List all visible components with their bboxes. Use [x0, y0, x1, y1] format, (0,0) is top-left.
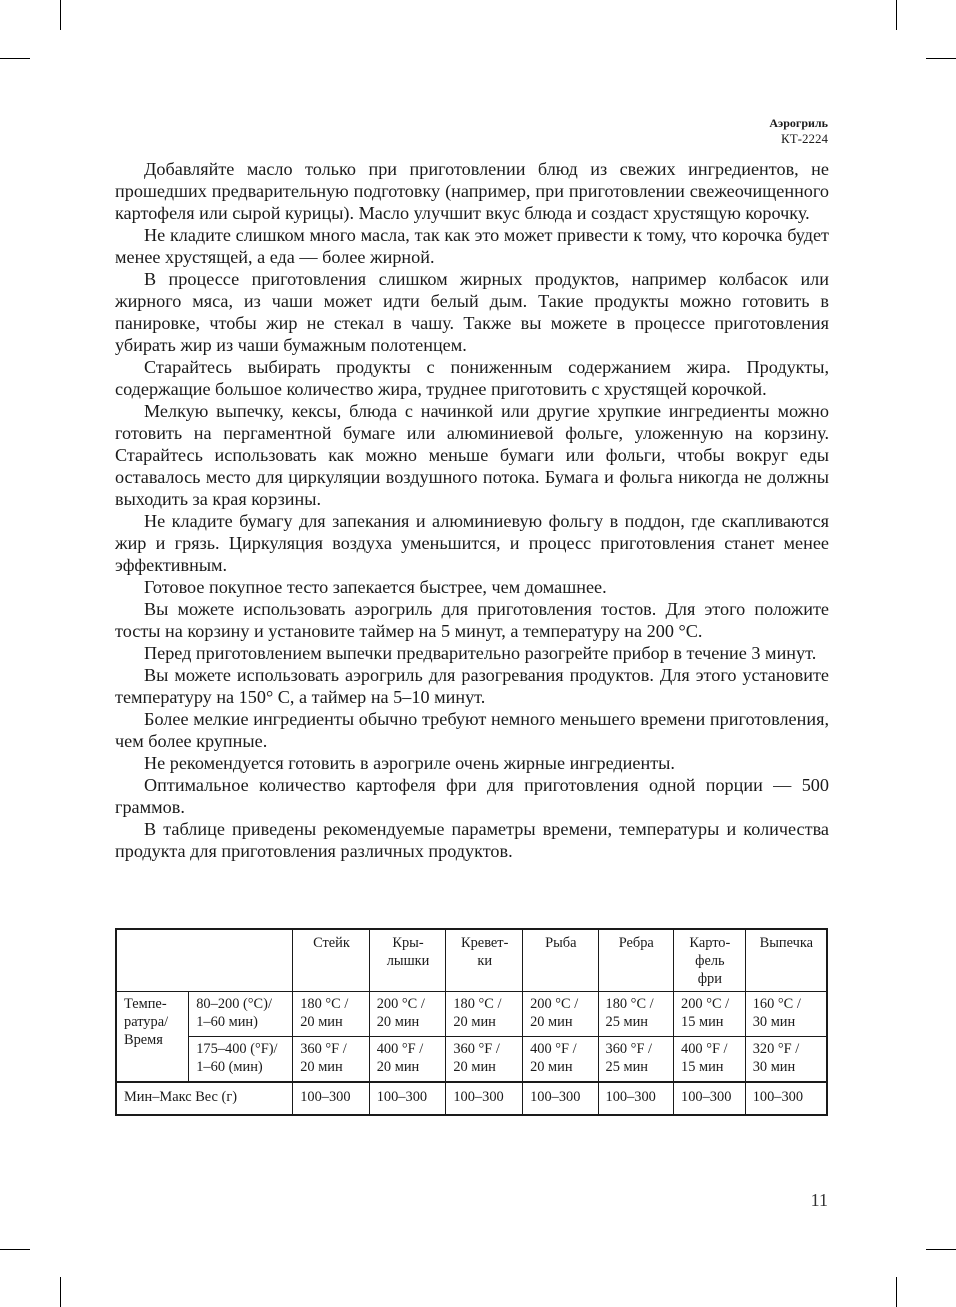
table-cell: 360 °F / 20 мин [446, 1037, 523, 1083]
body-text [115, 158, 829, 862]
crop-mark [0, 1249, 30, 1250]
paragraph: Не кладите бумагу для запекания и алюминиевую фольгу в поддон, где скапливаются жир и грязь. Циркуляция воздуха уменьшится, и процесс приготовления станет менее эффективным. [115, 511, 829, 575]
table-cell: 200 °C / 20 мин [369, 992, 446, 1037]
table-cell: 100–300 [745, 1082, 827, 1115]
row-label-celsius: 80–200 (°C)/ 1–60 мин) [189, 992, 293, 1037]
crop-mark [926, 58, 956, 59]
row-group-label: Темпе- ратура/ Время [116, 992, 189, 1083]
column-header: Выпечка [745, 929, 827, 992]
column-header: Рыба [523, 929, 598, 992]
paragraph: Старайтесь выбирать продукты с пониженным содержанием жира. Продукты, содержащие большое количество жира, труднее приготовить с хрустящей корочкой. [115, 357, 829, 399]
table-row-fahrenheit [116, 1037, 827, 1083]
table-cell: 400 °F / 15 мин [674, 1037, 746, 1083]
table-cell: 360 °F / 25 мин [598, 1037, 674, 1083]
column-header: Кревет- ки [446, 929, 523, 992]
paragraph: Добавляйте масло только при приготовлении блюд из свежих ингредиентов, не прошедших предварительную подготовку (например, при приготовлении свежеочищенного картофеля или сырой курицы). Масло улучшит вкус блюда и создаст хрустящую корочку. [115, 159, 829, 223]
page-number: 11 [810, 1190, 828, 1210]
table-cell: 180 °C / 25 мин [598, 992, 674, 1037]
table-cell: 100–300 [293, 1082, 370, 1115]
crop-mark [60, 0, 61, 30]
table-cell: 320 °F / 30 мин [745, 1037, 827, 1083]
paragraph: Более мелкие ингредиенты обычно требуют немного меньшего времени приготовления, чем более крупные. [115, 709, 829, 751]
table-cell: 400 °F / 20 мин [369, 1037, 446, 1083]
crop-mark [926, 1249, 956, 1250]
table-row-weight [116, 1082, 827, 1115]
crop-mark [896, 1277, 897, 1307]
paragraph: Вы можете использовать аэрогриль для разогревания продуктов. Для этого установите температуру на 150° C, а таймер на 5–10 минут. [115, 665, 829, 707]
paragraph: Не рекомендуется готовить в аэрогриле очень жирные ингредиенты. [144, 753, 675, 773]
crop-mark [0, 58, 30, 59]
table-cell: 100–300 [369, 1082, 446, 1115]
paragraph: Готовое покупное тесто запекается быстрее, чем домашнее. [144, 577, 607, 597]
table-cell: 360 °F / 20 мин [293, 1037, 370, 1083]
paragraph: Оптимальное количество картофеля фри для приготовления одной порции — 500 граммов. [115, 775, 829, 817]
header-product-name: Аэрогриль [769, 116, 828, 130]
row-label-fahrenheit: 175–400 (°F)/ 1–60 (мин) [189, 1037, 293, 1083]
paragraph: Мелкую выпечку, кексы, блюда с начинкой или другие хрупкие ингредиенты можно готовить на пергаментной бумаге или алюминиевой фольге, уложенную на корзину. Старайтесь использовать как можно меньше бумаги или фольги, чтобы вокруг еды оставалось место для циркуляции воздушного потока. Бумага и фольга никогда не должны выходить за края корзины. [115, 401, 829, 509]
paragraph: В процессе приготовления слишком жирных продуктов, например колбасок или жирного мяса, из чаши может идти белый дым. Такие продукты можно готовить в панировке, чтобы жир не стекал в чашу. Также вы можете в процессе приготовления убирать жир из чаши бумажным полотенцем. [115, 269, 829, 355]
table-corner-cell [116, 929, 293, 992]
table-cell: 100–300 [446, 1082, 523, 1115]
table-cell: 100–300 [598, 1082, 674, 1115]
table-cell: 200 °C / 15 мин [674, 992, 746, 1037]
column-header: Стейк [293, 929, 370, 992]
table-cell: 180 °C / 20 мин [293, 992, 370, 1037]
paragraph: Не кладите слишком много масла, так как это может привести к тому, что корочка будет менее хрустящей, а еда — более жирной. [115, 225, 829, 267]
paragraph: Вы можете использовать аэрогриль для приготовления тостов. Для этого положите тосты на корзину и установите таймер на 5 минут, а температуру на 200 °C. [115, 599, 829, 641]
row-label-weight: Мин–Макс Вес (г) [116, 1082, 293, 1115]
table-cell: 200 °C / 20 мин [523, 992, 598, 1037]
table-header-row [116, 929, 827, 992]
paragraph: В таблице приведены рекомендуемые параметры времени, температуры и количества продукта для приготовления различных продуктов. [115, 819, 829, 861]
table-cell: 160 °C / 30 мин [745, 992, 827, 1037]
table-cell: 100–300 [674, 1082, 746, 1115]
table-cell: 100–300 [523, 1082, 598, 1115]
cooking-parameters-table [115, 928, 828, 1116]
table-cell: 400 °F / 20 мин [523, 1037, 598, 1083]
crop-mark [896, 0, 897, 30]
column-header: Ребра [598, 929, 674, 992]
column-header: Кры- лышки [369, 929, 446, 992]
header-model-number: КТ-2224 [781, 131, 828, 146]
crop-mark [60, 1277, 61, 1307]
paragraph: Перед приготовлением выпечки предварительно разогрейте прибор в течение 3 минут. [144, 643, 817, 663]
table-row-celsius [116, 992, 827, 1037]
column-header: Карто- фель фри [674, 929, 746, 992]
running-header [769, 116, 828, 146]
table-cell: 180 °C / 20 мин [446, 992, 523, 1037]
